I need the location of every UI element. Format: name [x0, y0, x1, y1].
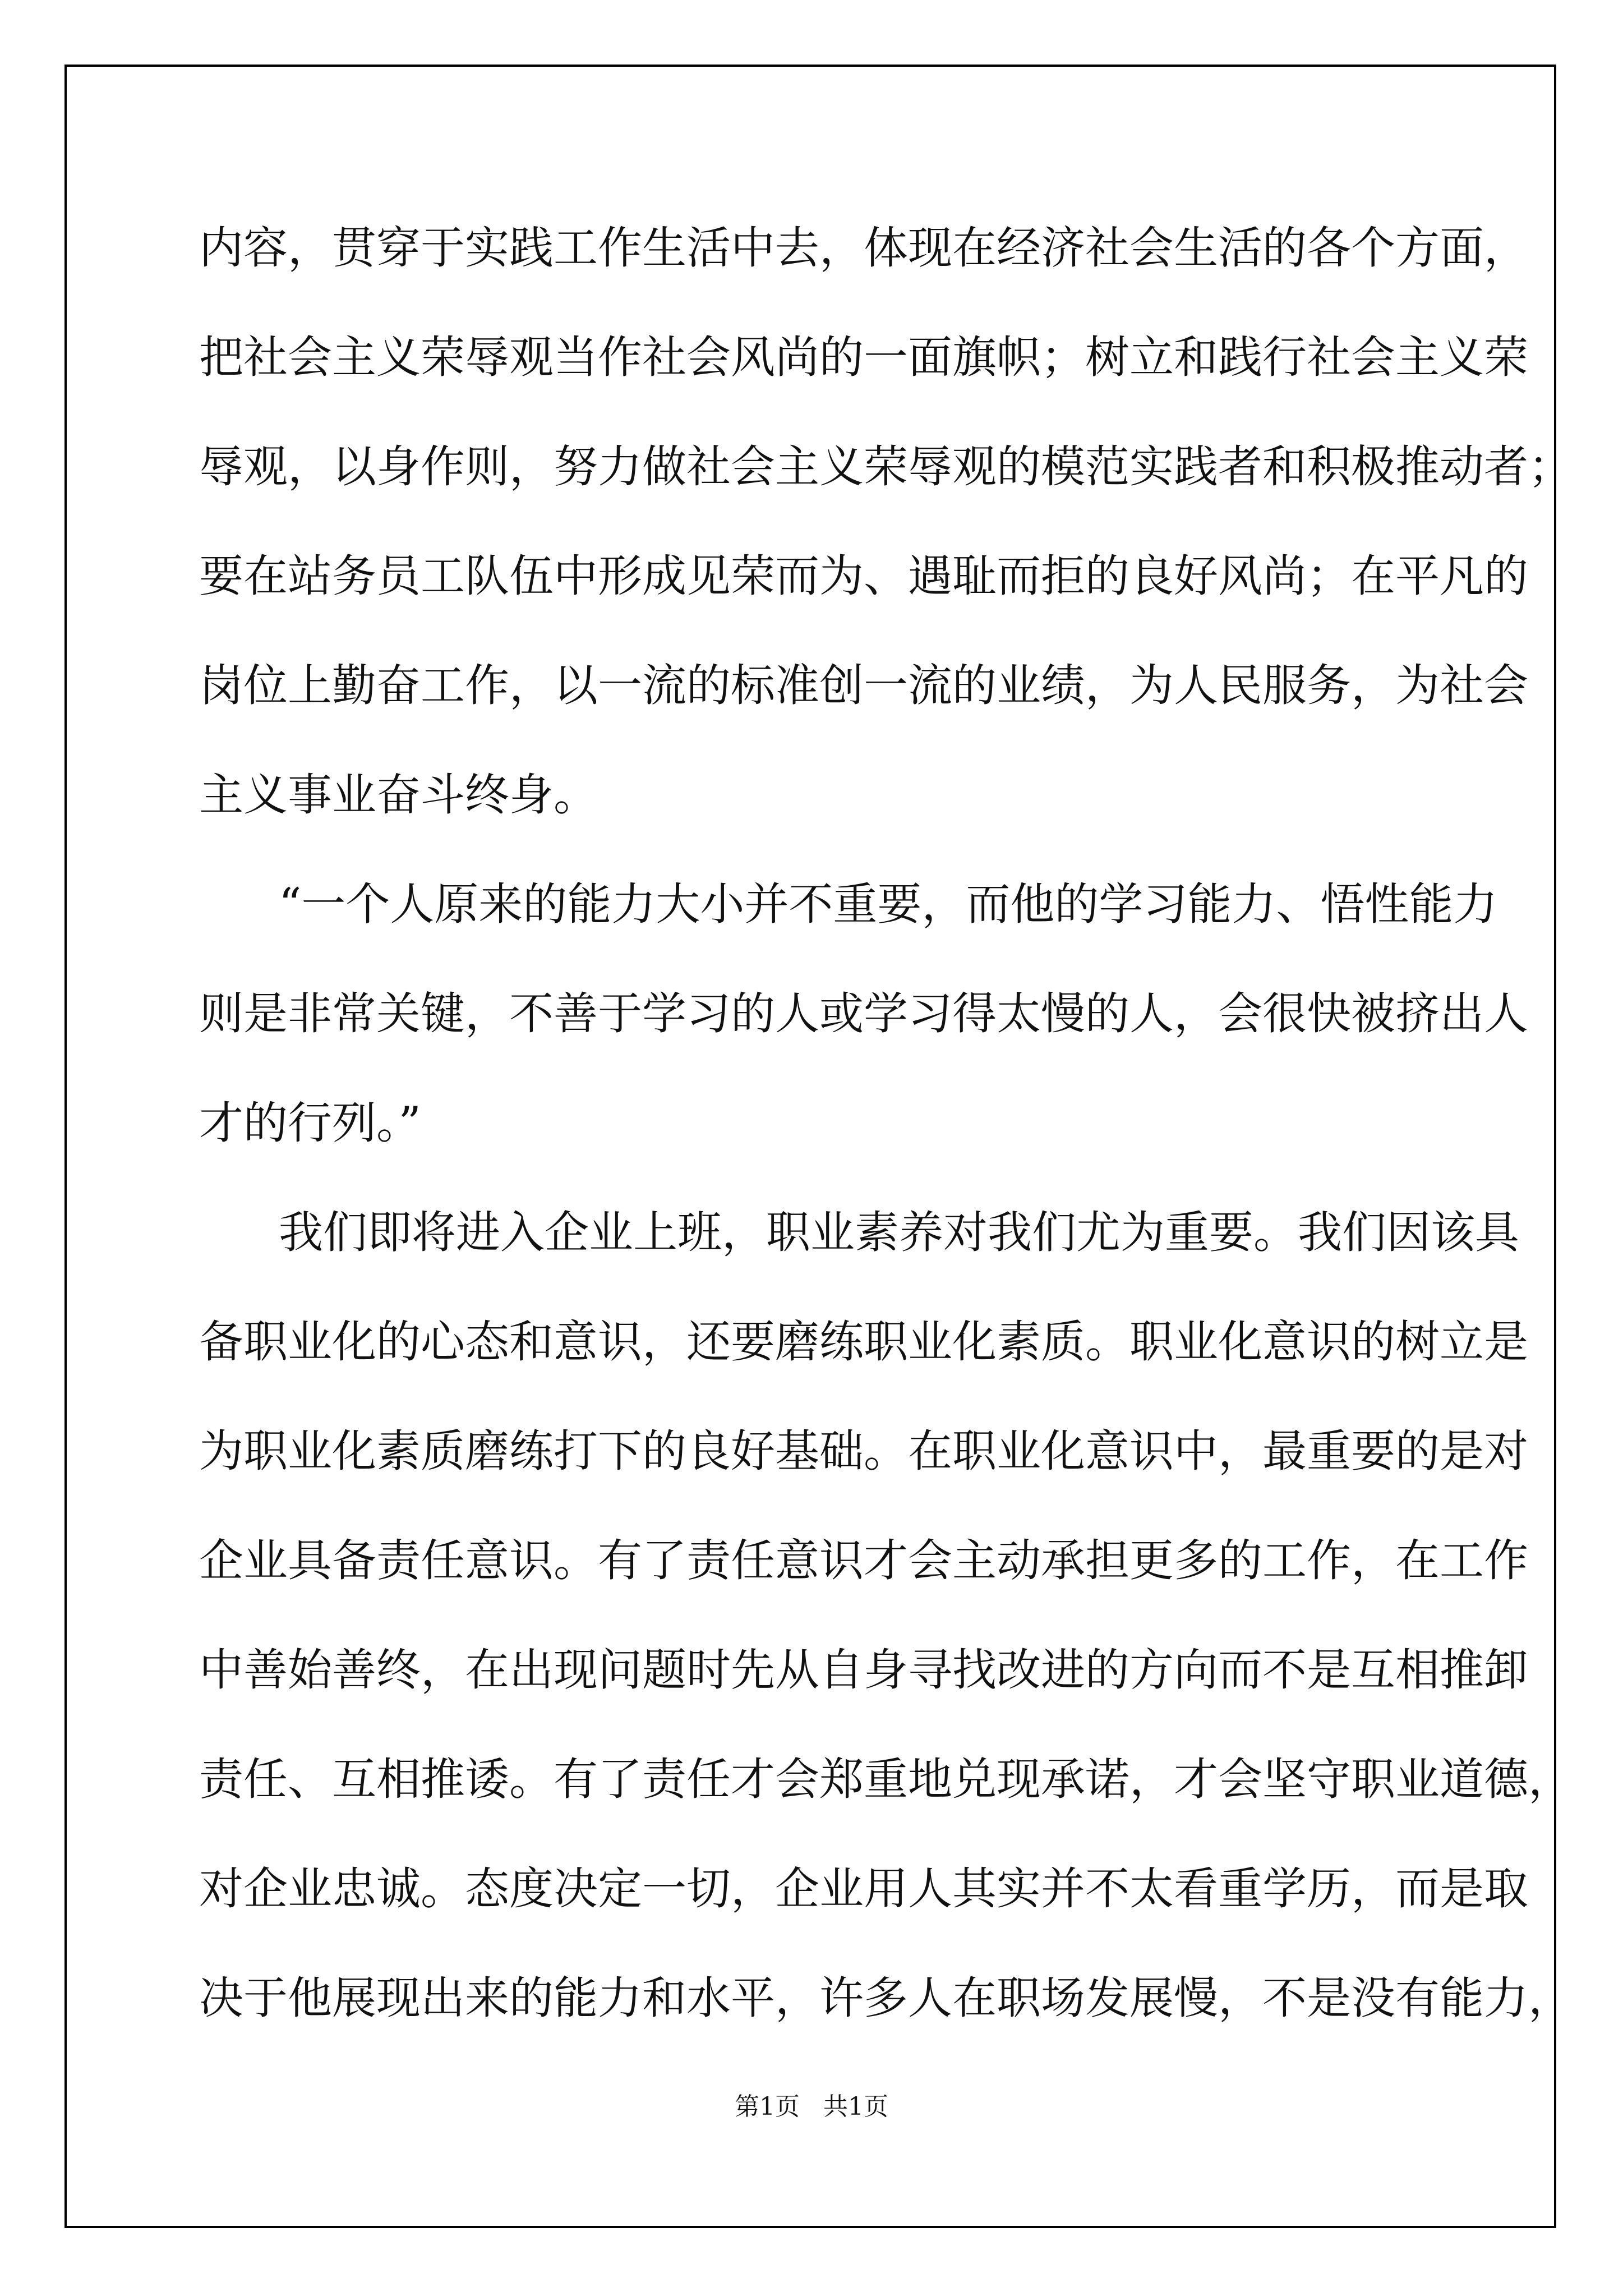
text-line: 决于他展现出来的能力和水平，许多人在职场发展慢，不是没有能力， — [199, 1972, 1573, 2024]
text-line: “一个人原来的能力大小并不重要，而他的学习能力、悟性能力 — [279, 878, 1498, 930]
text-line: 内容，贯穿于实践工作生活中去，体现在经济社会生活的各个方面， — [199, 222, 1528, 274]
text-line: 要在站务员工队伍中形成见荣而为、遇耻而拒的良好风尚；在平凡的 — [199, 550, 1528, 602]
text-line: 把社会主义荣辱观当作社会风尚的一面旗帜；树立和践行社会主义荣 — [199, 332, 1528, 383]
text-line: 才的行列。” — [199, 1097, 421, 1149]
text-line: 中善始善终，在出现问题时先从自身寻找改进的方向而不是互相推卸 — [199, 1644, 1528, 1696]
text-line: 我们即将进入企业上班，职业素养对我们尤为重要。我们因该具 — [279, 1207, 1519, 1258]
text-line: 则是非常关键，不善于学习的人或学习得太慢的人，会很快被挤出人 — [199, 988, 1528, 1039]
text-line: 岗位上勤奋工作，以一流的标准创一流的业绩，为人民服务，为社会 — [199, 660, 1528, 711]
text-line: 责任、互相推诿。有了责任才会郑重地兑现承诺，才会坚守职业道德， — [199, 1754, 1573, 1805]
text-line: 对企业忠诚。态度决定一切，企业用人其实并不太看重学历，而是取 — [199, 1863, 1528, 1915]
text-line: 辱观，以身作则，努力做社会主义荣辱观的模范实践者和积极推动者； — [199, 441, 1573, 493]
text-line: 为职业化素质磨练打下的良好基础。在职业化意识中，最重要的是对 — [199, 1425, 1528, 1477]
text-line: 备职业化的心态和意识，还要磨练职业化素质。职业化意识的树立是 — [199, 1316, 1528, 1368]
text-line: 主义事业奋斗终身。 — [199, 769, 598, 821]
text-line: 企业具备责任意识。有了责任意识才会主动承担更多的工作，在工作 — [199, 1535, 1528, 1586]
page-number-footer: 第1页 共1页 — [735, 2092, 888, 2121]
